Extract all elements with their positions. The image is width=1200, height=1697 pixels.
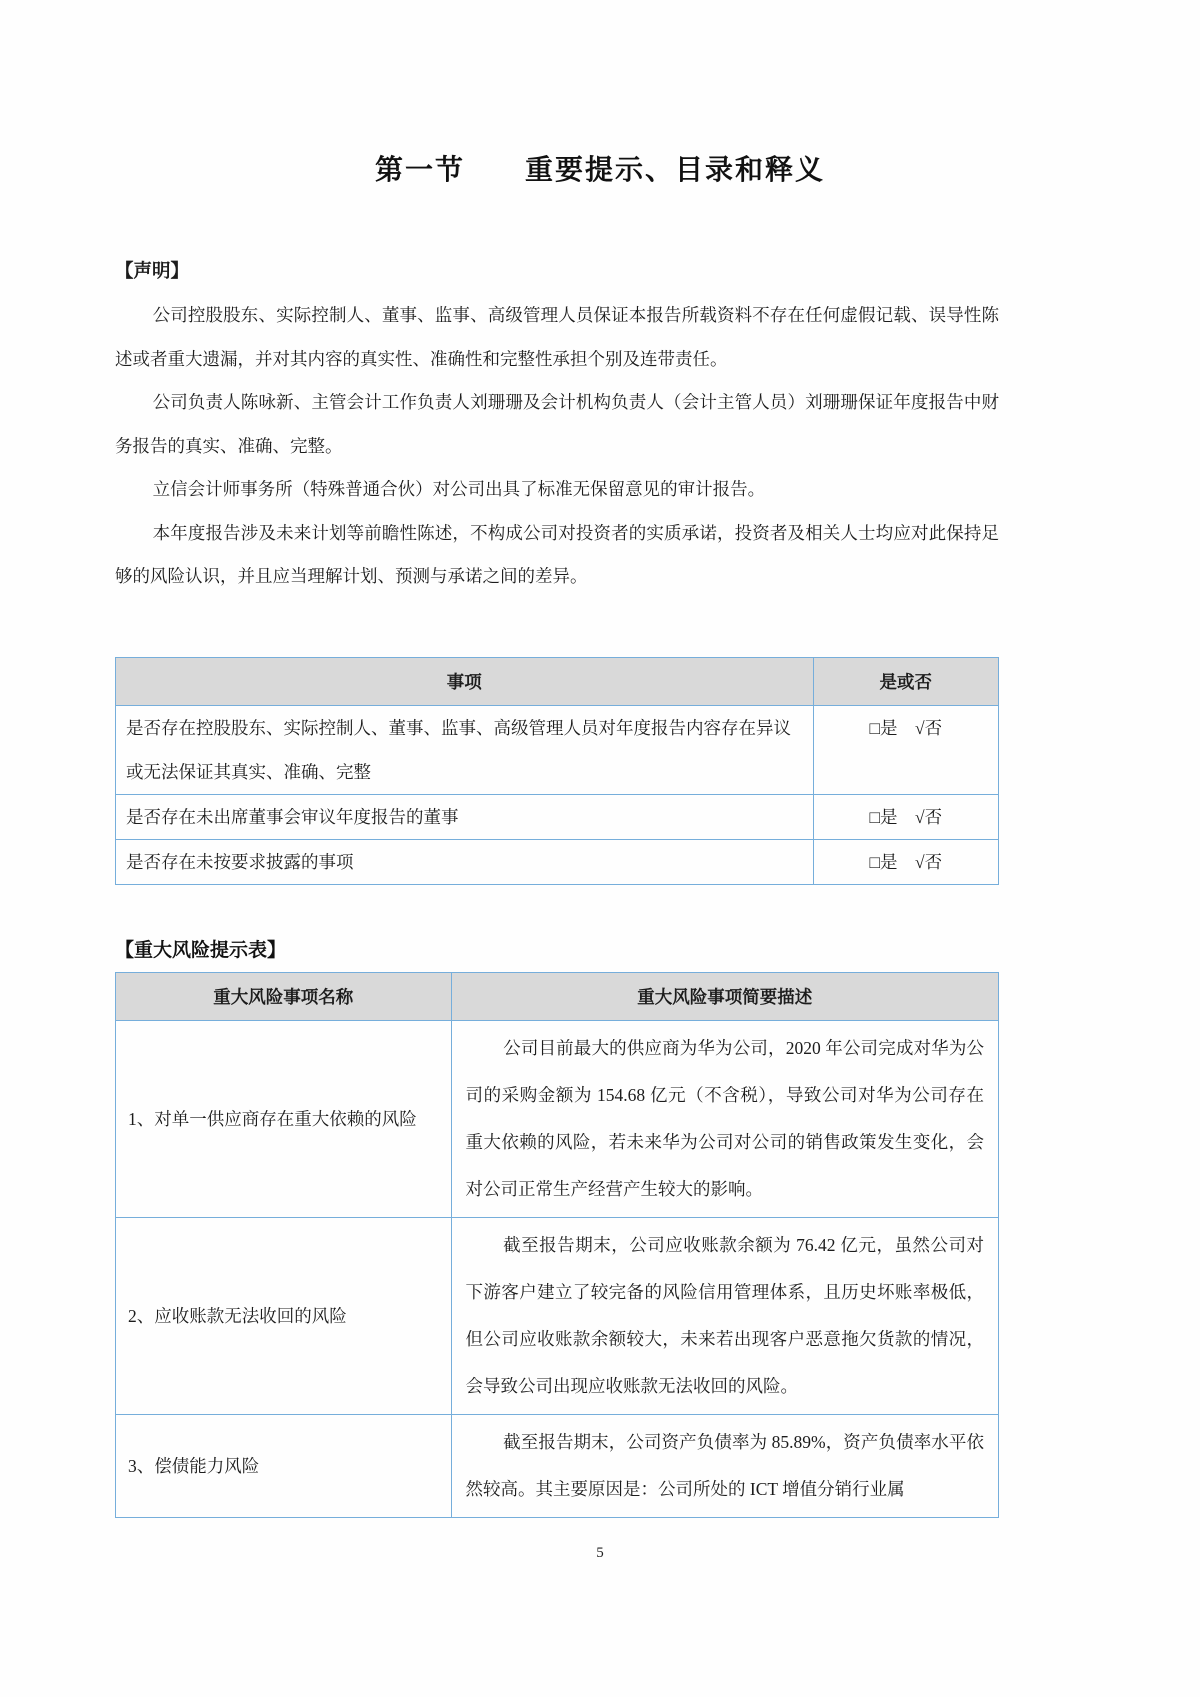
risk-description-cell [451, 1414, 998, 1517]
page-content [115, 250, 999, 1518]
answer-cell: □是 √否 [813, 794, 998, 839]
table-row [116, 839, 999, 884]
risk-description-text: 公司目前最大的供应商为华为公司，2020 年公司完成对华为公司的采购金额为 154.68 亿元（不含税），导致公司对华为公司存在重大依赖的风险，若未来华为公司对公司的销售政策发生变化，会对公司正常生产经营产生较大的影响。 [465, 1037, 984, 1199]
answer-cell: □是 √否 [813, 705, 998, 794]
statement-heading: 【声明】 [115, 262, 190, 282]
risk-name-cell: 2、应收账款无法收回的风险 [116, 1217, 452, 1414]
statement-paragraph: 公司控股股东、实际控制人、董事、监事、高级管理人员保证本报告所载资料不存在任何虚假记载、误导性陈述或者重大遗漏，并对其内容的真实性、准确性和完整性承担个别及连带责任。 [115, 305, 999, 369]
table-row [116, 705, 999, 794]
items-table-header-yesno: 是或否 [813, 657, 998, 705]
item-cell: 是否存在未按要求披露的事项 [116, 839, 814, 884]
statement-paragraph: 立信会计师事务所（特殊普通合伙）对公司出具了标准无保留意见的审计报告。 [152, 479, 766, 499]
risk-table-header-row [116, 972, 999, 1020]
answer-cell: □是 √否 [813, 839, 998, 884]
risk-table [115, 972, 999, 1518]
risk-description-text: 截至报告期末，公司资产负债率为 85.89%，资产负债率水平依然较高。其主要原因是：公司所处的 ICT 增值分销行业属 [465, 1431, 984, 1499]
items-table-header-item: 事项 [116, 657, 814, 705]
statement-paragraph: 本年度报告涉及未来计划等前瞻性陈述，不构成公司对投资者的实质承诺，投资者及相关人士均应对此保持足够的风险认识，并且应当理解计划、预测与承诺之间的差异。 [115, 522, 999, 586]
page-title: 第一节 重要提示、目录和释义 [374, 154, 825, 185]
risk-section-heading: 【重大风险提示表】 [115, 939, 287, 961]
risk-table-header-desc: 重大风险事项简要描述 [451, 972, 998, 1020]
table-row [116, 1020, 999, 1217]
risk-description-cell [451, 1020, 998, 1217]
risk-name-cell: 1、对单一供应商存在重大依赖的风险 [116, 1020, 452, 1217]
table-row [116, 794, 999, 839]
items-table-header-row [116, 657, 999, 705]
item-cell: 是否存在未出席董事会审议年度报告的董事 [116, 794, 814, 839]
table-row [116, 1414, 999, 1517]
risk-description-text: 截至报告期末，公司应收账款余额为 76.42 亿元，虽然公司对下游客户建立了较完备的风险信用管理体系，且历史坏账率极低，但公司应收账款余额较大，未来若出现客户恶意拖欠货款的情况，会导致公司出现应收账款无法收回的风险。 [465, 1234, 984, 1396]
risk-name-cell: 3、偿债能力风险 [116, 1414, 452, 1517]
page-number: 5 [596, 1545, 604, 1561]
items-table [115, 657, 999, 885]
statement-section [115, 250, 999, 599]
risk-table-header-name: 重大风险事项名称 [116, 972, 452, 1020]
risk-description-cell [451, 1217, 998, 1414]
statement-paragraph: 公司负责人陈咏新、主管会计工作负责人刘珊珊及会计机构负责人（会计主管人员）刘珊珊保证年度报告中财务报告的真实、准确、完整。 [115, 392, 999, 456]
item-cell: 是否存在控股股东、实际控制人、董事、监事、高级管理人员对年度报告内容存在异议或无法保证其真实、准确、完整 [116, 705, 814, 794]
table-row [116, 1217, 999, 1414]
